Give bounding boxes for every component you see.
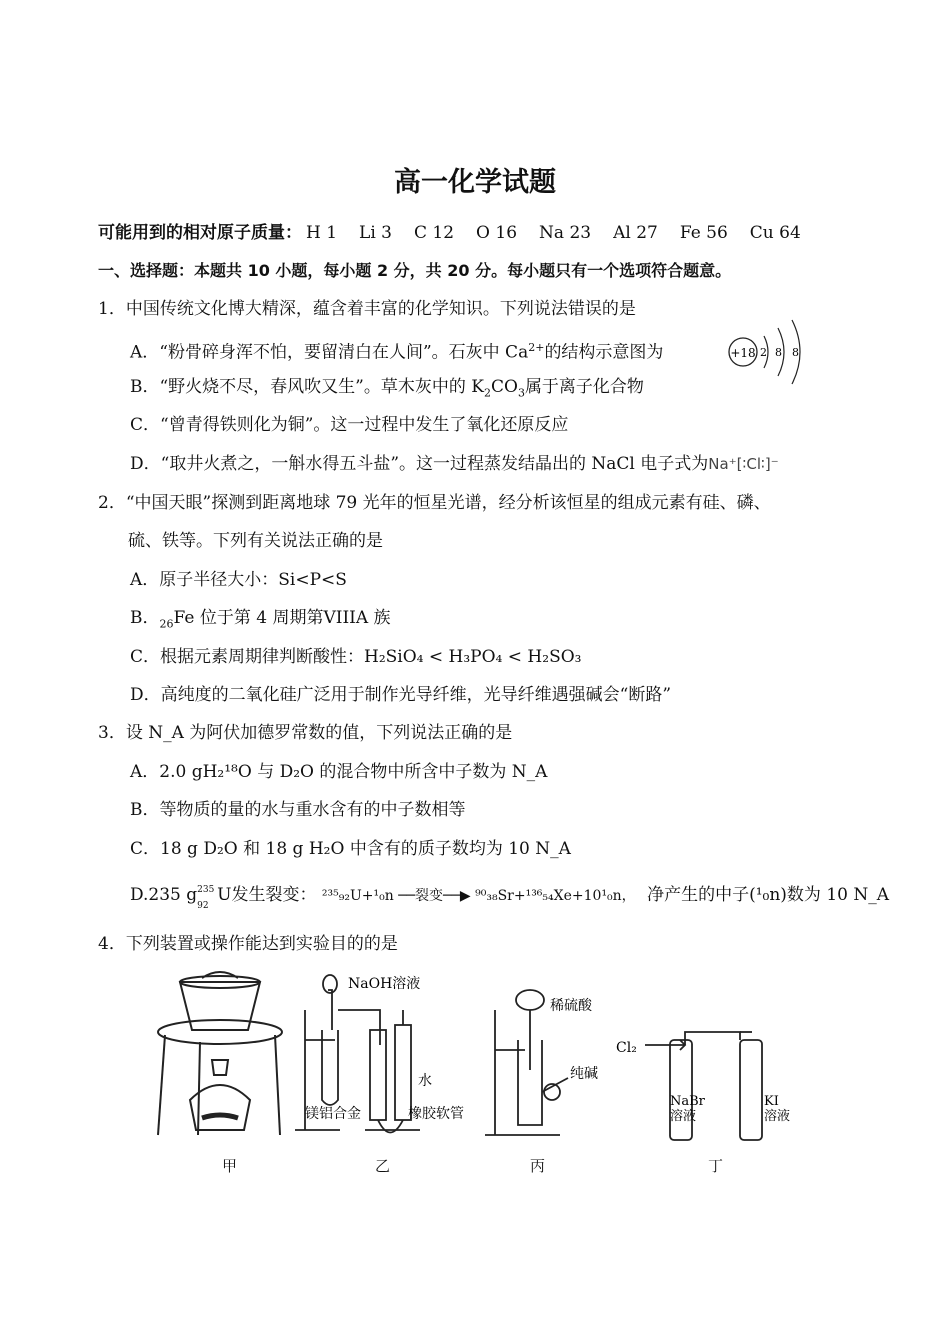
apparatus-ding xyxy=(645,1032,762,1140)
q2-option-b: B．$_{26}$Fe 位于第 4 周期第VIIIA 族 xyxy=(130,608,391,631)
q3-option-b: B．等物质的量的水与重水含有的中子数相等 xyxy=(130,800,466,820)
apparatus-figures xyxy=(140,970,820,1150)
page-title: 高一化学试题 xyxy=(394,167,556,198)
shell-3: 8 xyxy=(792,346,799,359)
q2-stem-line2: 硫、铁等。下列有关说法正确的是 xyxy=(128,531,383,551)
label-ki: KI xyxy=(764,1094,779,1109)
q2-option-d: D．高纯度的二氧化硅广泛用于制作光导纤维，光导纤维遇强碱会“断路” xyxy=(130,685,672,705)
nucleus-charge: +18 xyxy=(730,346,756,360)
figure-label-yi: 乙 xyxy=(375,1157,391,1175)
figure-label-jia: 甲 xyxy=(222,1157,238,1175)
q1-stem: 1．中国传统文化博大精深，蕴含着丰富的化学知识。下列说法错误的是 xyxy=(98,299,636,319)
label-mg-al-alloy: 镁铝合金 xyxy=(305,1106,361,1122)
q1-option-a: A．“粉骨碎身浑不怕，要留清白在人间”。石灰中 $Ca^{2+}$的结构示意图为 xyxy=(130,341,664,363)
q1-option-b: B．“野火烧不尽，春风吹又生”。草木灰中的 $K_2CO_3$属于离子化合物 xyxy=(130,377,644,400)
masses-label: 可能用到的相对原子质量： xyxy=(98,223,302,243)
q1-option-c: C．“曾青得铁则化为铜”。这一过程中发生了氧化还原反应 xyxy=(130,415,569,435)
mass-na: Na 23 xyxy=(539,223,592,243)
label-dilute-h2so4: 稀硫酸 xyxy=(550,998,592,1014)
label-nabr-solution: 溶液 xyxy=(670,1109,697,1124)
section-heading: 一、选择题：本题共 10 小题，每小题 2 分，共 20 分。每小题只有一个选项符合题意。 xyxy=(98,261,732,280)
q2-stem-line1: 2．“中国天眼”探测到距离地球 79 光年的恒星光谱，经分析该恒星的组成元素有硅、磷、 xyxy=(98,493,771,513)
mass-h: H 1 xyxy=(306,223,338,243)
q3-stem: 3．设 N_A 为阿伏加德罗常数的值，下列说法正确的是 xyxy=(98,723,513,743)
label-naoh: NaOH溶液 xyxy=(348,976,421,992)
fission-equation: ²³⁵₉₂U+¹₀n ──裂变──▶ ⁹⁰₃₈Sr+¹³⁶₅₄Xe+10¹₀n， xyxy=(321,888,636,904)
mass-o: O 16 xyxy=(476,223,518,243)
mass-c: C 12 xyxy=(414,223,455,243)
figure-label-ding: 丁 xyxy=(708,1157,724,1175)
q3-option-a: A．2.0 gH₂¹⁸O 与 D₂O 的混合物中所含中子数为 N_A xyxy=(130,762,548,782)
label-rubber-tube: 橡胶软管 xyxy=(408,1106,464,1122)
mass-al: Al 27 xyxy=(613,223,658,243)
q3-option-c: C．18 g D₂O 和 18 g H₂O 中含有的质子数均为 10 N_A xyxy=(130,839,571,859)
atomic-masses-line xyxy=(98,222,823,244)
mass-fe: Fe 56 xyxy=(679,223,728,243)
label-water: 水 xyxy=(418,1073,432,1089)
nacl-electron-formula: Na⁺[∶Cl∶]⁻ xyxy=(708,455,779,473)
q2-option-a: A．原子半径大小：Si<P<S xyxy=(130,570,347,590)
apparatus-jia xyxy=(158,972,282,1135)
q2-option-c: C．根据元素周期律判断酸性：H₂SiO₄ < H₃PO₄ < H₂SO₃ xyxy=(130,647,582,667)
mass-cu: Cu 64 xyxy=(749,223,801,243)
label-cl2: Cl₂ xyxy=(616,1040,637,1056)
shell-1: 2 xyxy=(760,346,767,359)
label-soda-ash: 纯碱 xyxy=(570,1066,598,1082)
label-nabr: NaBr xyxy=(670,1094,705,1109)
q3-option-d: D.235 g 235 92 U发生裂变： ²³⁵₉₂U+¹₀n ──裂变──▶ ⁹⁰₃₈Sr+¹³⁶₅₄Xe+10¹₀n， 净产生的中子(¹₀n)数为 10 N_A xyxy=(130,884,890,911)
q4-stem: 4．下列装置或操作能达到实验目的的是 xyxy=(98,934,398,954)
mass-li: Li 3 xyxy=(359,223,392,243)
shell-2: 8 xyxy=(775,346,782,359)
label-ki-solution: 溶液 xyxy=(764,1109,791,1124)
q1-option-d: D．“取井火煮之，一斛水得五斗盐”。这一过程蒸发结晶出的 NaCl 电子式为Na⁺[∶Cl∶]⁻ xyxy=(130,454,779,474)
figure-label-bing: 丙 xyxy=(530,1157,546,1175)
ca-ion-structure-diagram xyxy=(722,318,812,386)
